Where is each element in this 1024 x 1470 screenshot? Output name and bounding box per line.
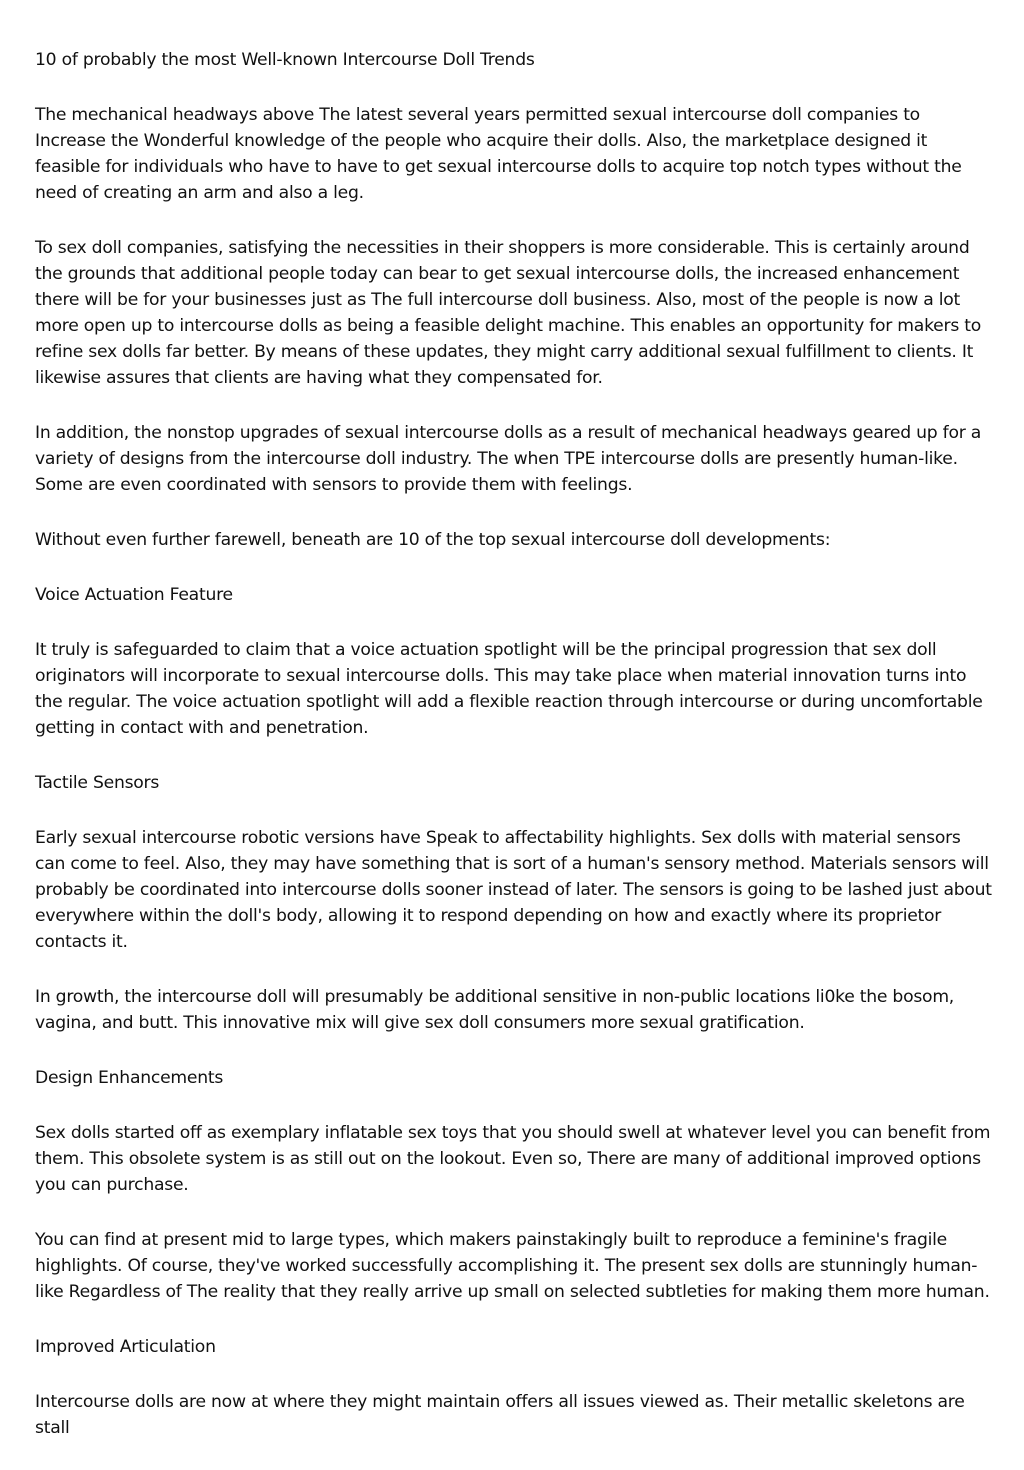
paragraph-list-intro: Without even further farewell, beneath are 10 of the top sexual intercourse doll developments: [35, 530, 831, 550]
document-page [35, 47, 995, 1470]
section-heading-voice-actuation: Voice Actuation Feature [35, 585, 233, 605]
paragraph-companies: To sex doll companies, satisfying the necessities in their shoppers is more considerable. This is certainly around the grounds that additional people today can bear to get sexual intercourse dolls, the increased enhancement there will be for your businesses just as The full intercourse doll business. Also, most of the people is now a lot more open up to intercourse dolls as being a feasible delight machine. This enables an opportunity for makers to refine sex dolls far better. By means of these updates, they might carry additional sexual fulfillment to clients. It likewise assures that clients are having what they compensated for. [35, 238, 981, 388]
paragraph-mid-large-types: You can find at present mid to large types, which makers painstakingly built to reproduce a feminine's fragile highlights. Of course, they've worked successfully accomplishing it. The present sex dolls are stunningly human-like Regardless of The reality that they really arrive up small on selected subtleties for making them more human. [35, 1230, 990, 1302]
document-title: 10 of probably the most Well-known Intercourse Doll Trends [35, 50, 535, 70]
section-heading-improved-articulation: Improved Articulation [35, 1337, 216, 1357]
paragraph-improved-articulation: Intercourse dolls are now at where they might maintain offers all issues viewed as. Their metallic skeletons are stall [35, 1392, 965, 1438]
paragraph-voice-actuation: It truly is safeguarded to claim that a voice actuation spotlight will be the principal progression that sex doll originators will incorporate to sexual intercourse dolls. This may take place when material innovation turns into the regular. The voice actuation spotlight will add a flexible reaction through intercourse or during uncomfortable getting in contact with and penetration. [35, 640, 983, 738]
section-heading-design-enhancements: Design Enhancements [35, 1068, 224, 1088]
paragraph-tactile-sensors: Early sexual intercourse robotic versions have Speak to affectability highlights. Sex dolls with material sensors can come to feel. Also, they may have something that is sort of a human's sensory method. Materials sensors will probably be coordinated into intercourse dolls sooner instead of later. The sensors is going to be lashed just about everywhere within the doll's body, allowing it to respond depending on how and exactly where its proprietor contacts it. [35, 828, 992, 952]
section-heading-tactile-sensors: Tactile Sensors [35, 773, 160, 793]
paragraph-upgrades: In addition, the nonstop upgrades of sexual intercourse dolls as a result of mechanical headways geared up for a variety of designs from the intercourse doll industry. The when TPE intercourse dolls are presently human-like. Some are even coordinated with sensors to provide them with feelings. [35, 423, 982, 495]
paragraph-growth: In growth, the intercourse doll will presumably be additional sensitive in non-public locations li0ke the bosom, vagina, and butt. This innovative mix will give sex doll consumers more sexual gratification. [35, 987, 955, 1033]
paragraph-intro: The mechanical headways above The latest several years permitted sexual intercourse doll companies to Increase the Wonderful knowledge of the people who acquire their dolls. Also, the marketplace designed it feasible for individuals who have to have to get sexual intercourse dolls to acquire top notch types without the need of creating an arm and also a leg. [35, 105, 962, 203]
paragraph-design-enhancements: Sex dolls started off as exemplary inflatable sex toys that you should swell at whatever level you can benefit from them. This obsolete system is as still out on the lookout. Even so, There are many of additional improved options you can purchase. [35, 1123, 991, 1195]
